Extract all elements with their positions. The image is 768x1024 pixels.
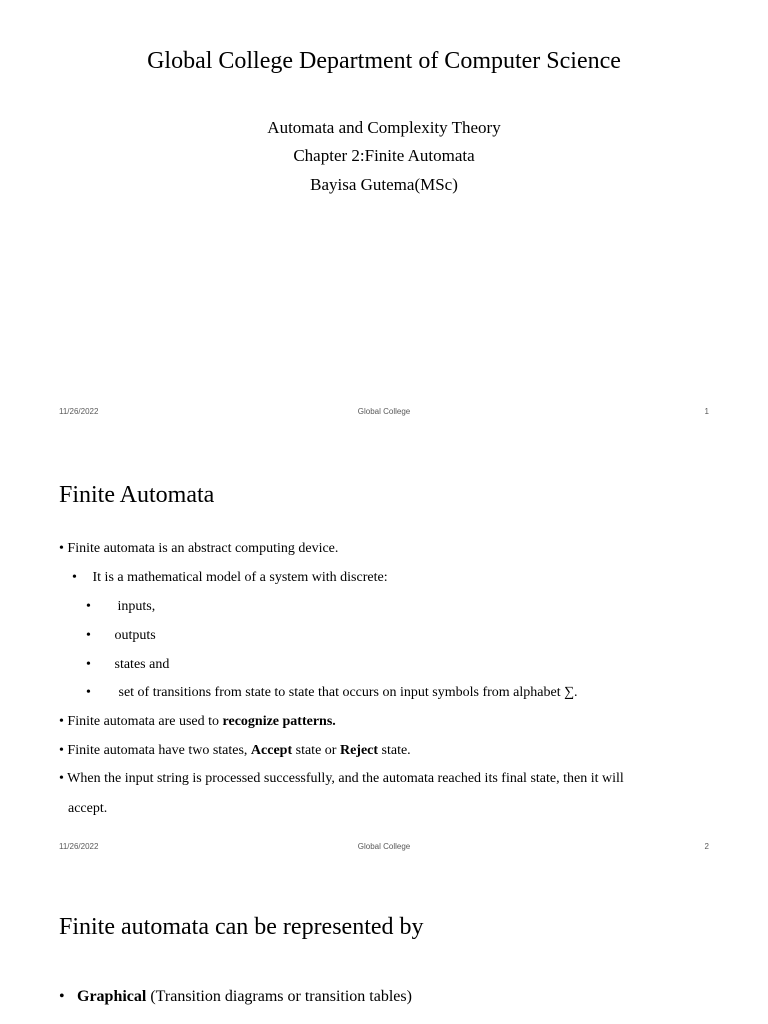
bullet-continuation (68, 801, 107, 817)
slide-heading: Finite Automata (59, 482, 215, 508)
bullet-text: inputs, (117, 599, 156, 614)
bullet-text: Finite automata are used to (67, 714, 223, 729)
bullet-icon: • (86, 657, 91, 672)
bullet-item (59, 541, 338, 557)
course-name: Automata and Complexity Theory (267, 118, 501, 137)
slide-heading: Finite automata can be represented by (59, 914, 424, 940)
bullet-text-bold: Accept (250, 743, 293, 758)
bullet-item (86, 657, 169, 673)
bullet-item (59, 714, 336, 730)
footer-date: 11/26/2022 (59, 407, 99, 416)
footer-center-text: Global College (357, 407, 411, 416)
bullet-icon: • (59, 714, 64, 729)
bullet-icon: • (72, 570, 77, 585)
bullet-text: Finite automata have two states, (67, 743, 251, 758)
bullet-text-bold: Graphical (77, 988, 147, 1005)
footer-date: 11/26/2022 (59, 842, 99, 851)
bullet-icon: • (86, 599, 91, 614)
bullet-text: states and (114, 657, 170, 672)
bullet-item (86, 685, 578, 701)
slide-title: Global College Department of Computer Science (147, 48, 621, 74)
bullet-item (72, 570, 388, 586)
footer-page-number: 1 (704, 407, 709, 416)
chapter-name: Chapter 2:Finite Automata (293, 146, 475, 165)
bullet-text: outputs (114, 628, 156, 643)
bullet-text: When the input string is processed successfully, and the automata reached its final state, then it will (67, 771, 624, 786)
slide-1 (0, 0, 768, 432)
bullet-icon: • (59, 988, 65, 1005)
slide-2 (0, 432, 768, 864)
slide-footer (0, 404, 768, 420)
bullet-text: state or (292, 743, 340, 758)
bullet-text-bold: Reject (339, 743, 379, 758)
bullet-item (86, 599, 155, 615)
bullet-text: It is a mathematical model of a system with discrete: (92, 570, 388, 585)
bullet-item (59, 988, 412, 1006)
bullet-icon: • (86, 685, 91, 700)
footer-page-number: 2 (704, 842, 709, 851)
bullet-item (59, 743, 411, 759)
bullet-text: set of transitions from state to state that occurs on input symbols from alphabet ∑. (118, 685, 578, 700)
slide-footer (0, 839, 768, 855)
bullet-icon: • (59, 541, 64, 556)
footer-center-text: Global College (357, 842, 411, 851)
slide-3 (0, 864, 768, 1024)
bullet-text: (Transition diagrams or transition tables) (146, 988, 412, 1005)
bullet-icon: • (86, 628, 91, 643)
bullet-item (86, 628, 156, 644)
bullet-icon: • (59, 743, 64, 758)
bullet-text: Finite automata is an abstract computing device. (67, 541, 339, 556)
bullet-text-bold: recognize patterns. (222, 714, 336, 729)
bullet-icon: • (59, 771, 64, 786)
bullet-text: accept. (68, 801, 108, 816)
author-name: Bayisa Gutema(MSc) (310, 175, 458, 194)
bullet-text: state. (378, 743, 411, 758)
bullet-item (59, 771, 624, 787)
